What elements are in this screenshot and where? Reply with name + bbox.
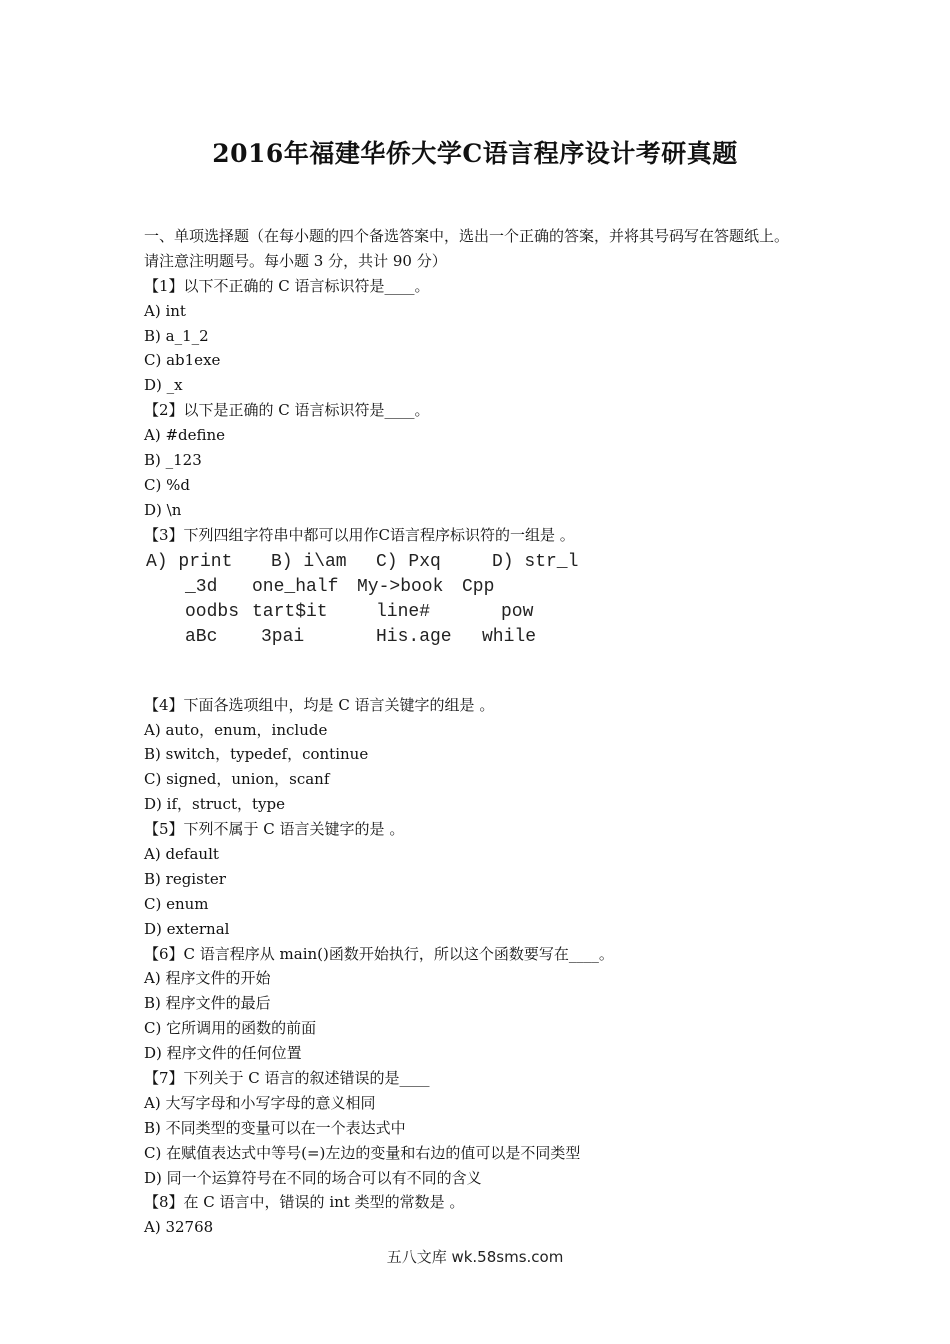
question-stem: 【5】下列不属于 C 语言关键字的是 。 <box>144 820 405 839</box>
page-footer: 五八文库 wk.58sms.com <box>386 1248 564 1266</box>
option-d: D) 程序文件的任何位置 <box>144 1044 302 1063</box>
grid-cell: D) str_l <box>492 551 579 572</box>
option-b: B) switch，typedef，continue <box>144 745 369 764</box>
option-d: D) 同一个运算符号在不同的场合可以有不同的含义 <box>144 1168 482 1187</box>
option-d: D) _x <box>144 376 183 395</box>
grid-cell: aBc <box>185 626 218 647</box>
grid-cell: Cpp <box>462 576 495 597</box>
option-c: C) signed，union，scanf <box>144 770 330 789</box>
grid-cell: pow <box>501 601 534 622</box>
option-b: B) a_1_2 <box>144 326 209 345</box>
grid-cell: _3d <box>185 576 218 597</box>
option-d: D) external <box>144 919 230 938</box>
grid-cell: 3pai <box>261 626 305 647</box>
option-c: C) %d <box>144 475 190 494</box>
grid-cell: while <box>482 626 537 647</box>
grid-cell: line# <box>376 601 431 622</box>
grid-cell: A) print <box>146 551 233 572</box>
option-c: C) enum <box>144 894 209 913</box>
question-stem: 【2】以下是正确的 C 语言标识符是____。 <box>144 401 430 420</box>
grid-cell: one_half <box>252 576 339 597</box>
question-stem: 【1】以下不正确的 C 语言标识符是____。 <box>144 276 430 295</box>
option-c: C) 它所调用的函数的前面 <box>144 1019 317 1038</box>
option-c: C) 在赋值表达式中等号(=)左边的变量和右边的值可以是不同类型 <box>144 1143 581 1162</box>
grid-cell: B) i\am <box>271 551 347 572</box>
option-a: A) int <box>144 301 186 320</box>
grid-cell: My->book <box>357 576 444 597</box>
section-intro: 一、单项选择题（在每小题的四个备选答案中，选出一个正确的答案，并将其号码写在答题纸上。请注意注明题号。每小题 3 分，共计 90 分） <box>144 227 790 270</box>
option-b: B) 不同类型的变量可以在一个表达式中 <box>144 1118 406 1137</box>
question-stem: 【7】下列关于 C 语言的叙述错误的是____ <box>144 1068 430 1087</box>
option-a: A) 程序文件的开始 <box>144 969 271 988</box>
option-a: A) auto，enum，include <box>144 720 328 739</box>
page-title: 2016年福建华侨大学C语言程序设计考研真题 <box>212 139 738 168</box>
question-stem: 【3】下列四组字符串中都可以用作C语言程序标识符的一组是 。 <box>144 525 575 544</box>
grid-cell: C) Pxq <box>376 551 441 572</box>
option-c: C) ab1exe <box>144 351 221 370</box>
option-b: B) 程序文件的最后 <box>144 994 271 1013</box>
option-d: D) \n <box>144 500 182 519</box>
question-stem: 【4】下面各选项组中，均是 C 语言关键字的组是 。 <box>144 695 495 714</box>
option-a: A) 32768 <box>144 1218 214 1237</box>
option-a: A) 大写字母和小写字母的意义相同 <box>144 1093 376 1112</box>
option-a: A) #define <box>144 426 226 445</box>
grid-cell: oodbs <box>185 601 240 622</box>
identifier-options-grid <box>144 550 794 677</box>
question-stem: 【8】在 C 语言中，错误的 int 类型的常数是 。 <box>144 1193 465 1212</box>
grid-cell: His.age <box>376 626 452 647</box>
option-b: B) register <box>144 869 226 888</box>
question-stem: 【6】C 语言程序从 main()函数开始执行，所以这个函数要写在____。 <box>144 944 614 963</box>
option-d: D) if，struct，type <box>144 795 285 814</box>
question-list <box>144 224 794 1240</box>
option-b: B) _123 <box>144 451 202 470</box>
option-a: A) default <box>144 844 219 863</box>
grid-cell: tart$it <box>252 601 328 622</box>
